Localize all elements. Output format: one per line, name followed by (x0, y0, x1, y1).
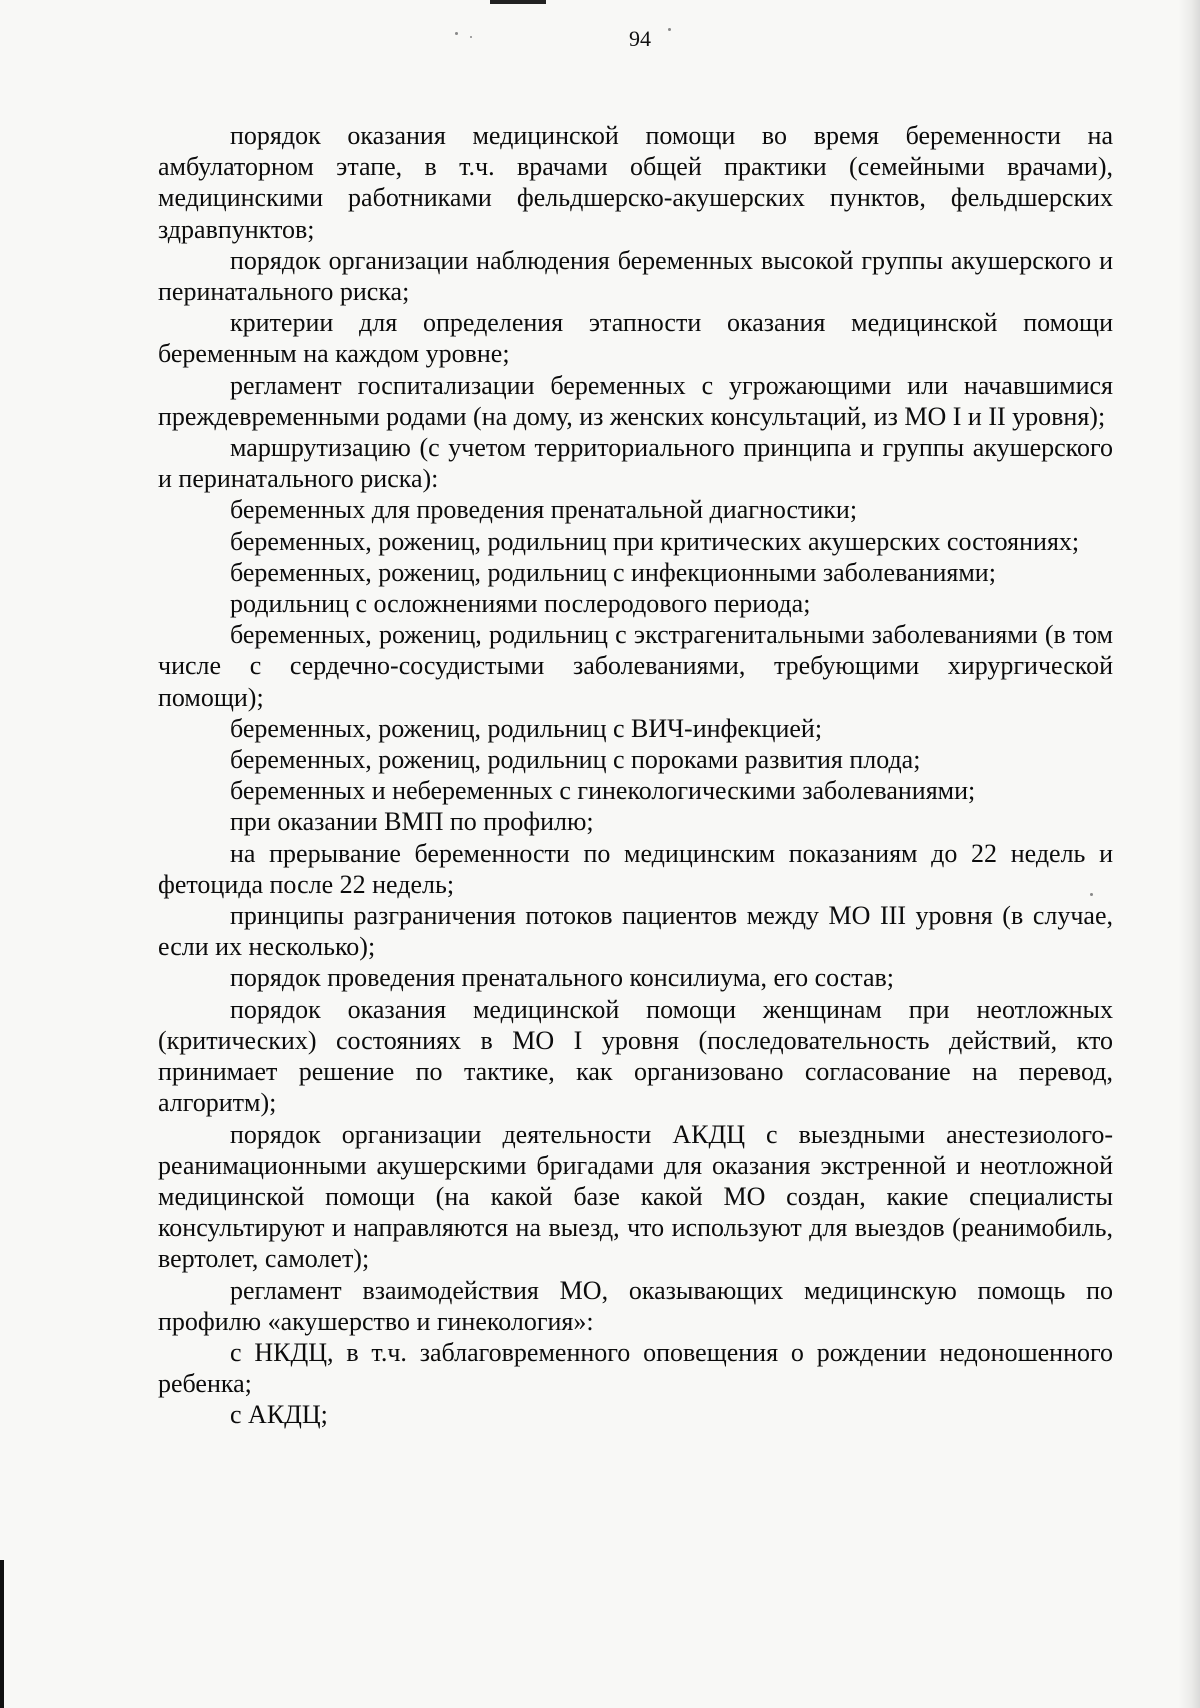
paragraph: регламент взаимодействия МО, оказывающих медицинскую помощь по профилю «акушерство и гинекология»: (158, 1275, 1113, 1336)
paragraph: беременных, рожениц, родильниц с инфекционными заболеваниями; (230, 557, 996, 587)
paragraph: на прерывание беременности по медицинским показаниям до 22 недель и фетоцида после 22 недель; (158, 838, 1113, 899)
paragraph: порядок организации наблюдения беременных высокой группы акушерского и перинатального риска; (158, 245, 1113, 307)
paragraph: с АКДЦ; (230, 1400, 328, 1430)
paragraph: беременных и небеременных с гинекологическими заболеваниями; (230, 776, 976, 806)
paragraph: порядок оказания медицинской помощи во время беременности на амбулаторном этапе, в т.ч. врачами общей практики (семейными врачами), медицинскими работниками фельдшерско-акушерских пунктов, фельдшерских здравпунктов; (158, 121, 1113, 244)
scan-border-line (0, 1560, 4, 1708)
paragraph: принципы разграничения потоков пациентов между МО III уровня (в случае, если их несколько); (158, 901, 1113, 962)
document-body (158, 120, 1113, 1431)
paragraph: критерии для определения этапности оказания медицинской помощи беременным на каждом уровне; (158, 308, 1113, 369)
paragraph: регламент госпитализации беременных с угрожающими или начавшимися преждевременными родами (на дому, из женских консультаций, из МО I и II уровня); (158, 370, 1113, 431)
paragraph: с НКДЦ, в т.ч. заблаговременного оповещения о рождении недоношенного ребенка; (158, 1337, 1113, 1399)
paragraph: родильниц с осложнениями послеродового периода; (230, 589, 811, 619)
paragraph: маршрутизацию (с учетом территориального принципа и группы акушерского и перинатального риска): (158, 433, 1113, 494)
paragraph: беременных, рожениц, родильниц при критических акушерских состояниях; (230, 526, 1080, 556)
paragraph: беременных, рожениц, родильниц с экстрагенитальными заболеваниями (в том числе с сердечно-сосудистыми заболеваниями, требующими хирургической помощи); (158, 620, 1113, 712)
paragraph: порядок организации деятельности АКДЦ с выездными анестезиолого-реанимационными акушерскими бригадами для оказания экстренной и неотложной медицинской помощи (на какой базе какой МО создан, какие специалисты консультируют и направляются на выезд, что используют для выездов (реанимобиль, вертолет, самолет); (158, 1119, 1113, 1274)
page-number: 94 (629, 26, 651, 51)
paragraph: при оказании ВМП по профилю; (230, 807, 594, 837)
paragraph: порядок проведения пренатального консилиума, его состав; (230, 963, 895, 993)
paragraph: беременных, рожениц, родильниц с ВИЧ-инфекцией; (230, 713, 823, 743)
scan-edge-shadow (1178, 0, 1200, 1708)
paragraph: беременных, рожениц, родильниц с пороками развития плода; (230, 745, 921, 775)
scan-mark (490, 0, 546, 4)
paragraph: порядок оказания медицинской помощи женщинам при неотложных (критических) состояниях в МО I уровня (последовательность действий, кто принимает решение по тактике, как организовано согласование на перевод, алгоритм); (158, 994, 1113, 1118)
paragraph: беременных для проведения пренатальной диагностики; (230, 495, 858, 525)
